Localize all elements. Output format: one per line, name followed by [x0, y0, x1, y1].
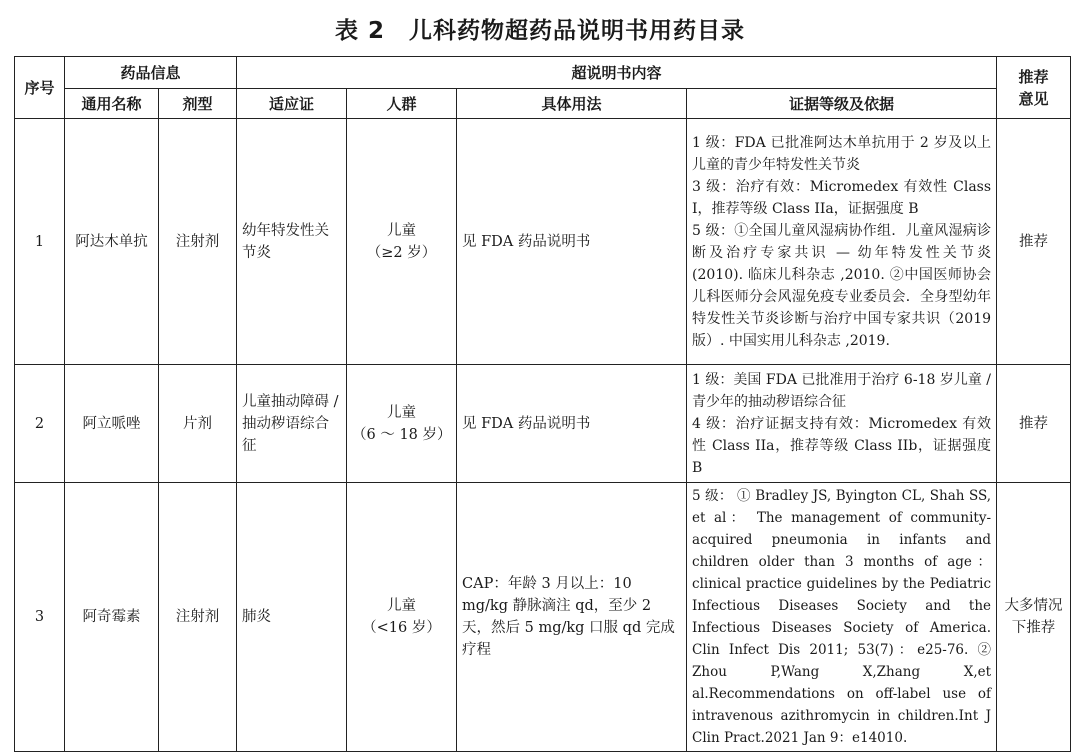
- row-usage: 见 FDA 药品说明书: [457, 119, 687, 365]
- population-group: 儿童: [387, 404, 417, 421]
- header-indication: 适应证: [237, 89, 347, 119]
- header-recommendation: 推荐意见: [997, 57, 1071, 119]
- header-population: 人群: [347, 89, 457, 119]
- table-title: 表 2 儿科药物超药品说明书用药目录: [334, 18, 745, 44]
- evidence-item: 4 级：治疗证据支持有效：Micromedex 有效性 Class IIa，推荐等级 Class IIb，证据强度 B: [692, 415, 992, 476]
- row-evidence: [687, 365, 997, 483]
- row-evidence: [687, 119, 997, 365]
- row-recommendation: 大多情况下推荐: [997, 483, 1071, 752]
- row-seq: 2: [15, 365, 65, 483]
- population-group: 儿童: [387, 222, 417, 239]
- header-row-2: [15, 89, 1071, 119]
- population-age: （<16 岁）: [362, 620, 441, 636]
- evidence-item: 5 级：①全国儿童风湿病协作组．儿童风湿病诊断及治疗专家共识 — 幼年特发性关节炎 (2010). 临床儿科杂志 ,2010. ②中国医师协会儿科医师分会风湿免疫专业委员会．全身型幼年特发性关节炎诊断与治疗中国专家共识（2019 版）. 中国实用儿科杂志 ,2019.: [692, 222, 992, 349]
- row-indication: 幼年特发性关节炎: [237, 119, 347, 365]
- row-indication: 肺炎: [237, 483, 347, 752]
- header-evidence: 证据等级及依据: [687, 89, 997, 119]
- header-usage: 具体用法: [457, 89, 687, 119]
- row-dosage-form: 片剂: [159, 365, 237, 483]
- row-dosage-form: 注射剂: [159, 483, 237, 752]
- evidence-item: 5 级： ① Bradley JS, Byington CL, Shah SS, et al： The management of community-acquired pneumonia in infants and children older than 3 months of age： clinical practice guidelines by the Pediatric Infectious Diseases Society and the Infectious Diseases Society of America. Clin Infect Dis 2011; 53(7)：e25-76. ② Zhou P,Wang X,Zhang X,et al.Recommendations on off-label use of intravenous azithromycin in children.Int J Clin Pract.2021 Jan 9：e14010.: [692, 488, 992, 746]
- row-evidence: [687, 483, 997, 752]
- evidence-item: 1 级：FDA 已批准阿达木单抗用于 2 岁及以上儿童的青少年特发性关节炎: [692, 134, 992, 173]
- row-dosage-form: 注射剂: [159, 119, 237, 365]
- evidence-item: 1 级：美国 FDA 已批准用于治疗 6-18 岁儿童 / 青少年的抽动秽语综合征: [692, 371, 992, 410]
- table-row: [15, 119, 1071, 365]
- header-generic-name: 通用名称: [65, 89, 159, 119]
- row-indication: 儿童抽动障碍 / 抽动秽语综合征: [237, 365, 347, 483]
- header-offlabel-content: 超说明书内容: [237, 57, 997, 89]
- row-recommendation: 推荐: [997, 365, 1071, 483]
- row-population: [347, 483, 457, 752]
- population-age: （≥2 岁）: [366, 244, 437, 261]
- header-dosage-form: 剂型: [159, 89, 237, 119]
- row-seq: 1: [15, 119, 65, 365]
- row-generic-name: 阿立哌唑: [65, 365, 159, 483]
- row-usage: 见 FDA 药品说明书: [457, 365, 687, 483]
- header-drug-info: 药品信息: [65, 57, 237, 89]
- table-row: [15, 483, 1071, 752]
- row-generic-name: 阿达木单抗: [65, 119, 159, 365]
- row-population: [347, 119, 457, 365]
- row-seq: 3: [15, 483, 65, 752]
- row-recommendation: 推荐: [997, 119, 1071, 365]
- offlabel-drug-table: [14, 56, 1071, 752]
- row-population: [347, 365, 457, 483]
- evidence-item: 3 级：治疗有效：Micromedex 有效性 Class I，推荐等级 Class IIa，证据强度 B: [692, 178, 992, 217]
- row-usage: CAP：年龄 3 月以上：10 mg/kg 静脉滴注 qd，至少 2 天，然后 5 mg/kg 口服 qd 完成疗程: [457, 483, 687, 752]
- population-age: （6 ～ 18 岁）: [352, 426, 452, 443]
- row-generic-name: 阿奇霉素: [65, 483, 159, 752]
- table-row: [15, 365, 1071, 483]
- population-group: 儿童: [387, 598, 417, 614]
- header-seq: 序号: [15, 57, 65, 119]
- header-row-1: [15, 57, 1071, 89]
